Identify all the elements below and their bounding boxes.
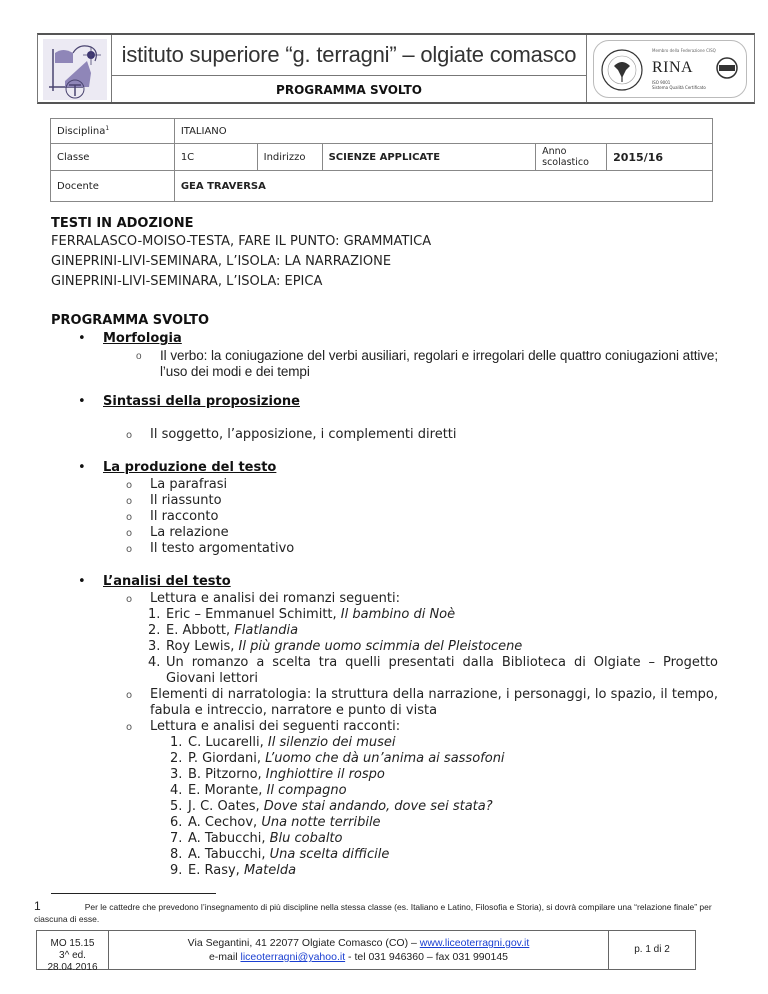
- disciplina-label: Disciplina$^1$: [51, 119, 175, 144]
- phone-fax: - tel 031 946360 – fax 031 990145: [345, 951, 509, 963]
- racconto-item: 5. J. C. Oates, Dove stai andando, dove sei stata?: [170, 799, 493, 814]
- indirizzo-value: SCIENZE APPLICATE: [322, 144, 536, 171]
- romanzo-item: 1. Eric – Emmanuel Schimitt, Il bambino di Noè: [148, 607, 456, 622]
- sub-item: o Il soggetto, l’apposizione, i complementi diretti: [126, 427, 457, 442]
- sub-item: o Il testo argomentativo: [126, 541, 295, 556]
- circle-bullet-icon: o: [126, 430, 133, 441]
- topic-produzione: La produzione del testo: [103, 460, 277, 475]
- racconto-item: 6. A. Cechov, Una notte terribile: [170, 815, 381, 830]
- footnote-ref[interactable]: 1: [105, 124, 110, 132]
- bullet-icon: •: [78, 394, 86, 409]
- racconto-item: 9. E. Rasy, Matelda: [170, 863, 297, 878]
- doc-code-cell: [37, 931, 109, 973]
- document-title: PROGRAMMA SVOLTO: [276, 83, 422, 97]
- circle-bullet-icon: o: [126, 496, 133, 507]
- romanzo-item: 3. Roy Lewis, Il più grande uomo scimmia del Pleistocene: [148, 639, 523, 654]
- book-item: GINEPRINI-LIVI-SEMINARA, L’ISOLA: EPICA: [51, 274, 323, 289]
- contact-cell: [109, 931, 609, 969]
- romanzo-item: 4. Un romanzo a scelta tra quelli presentati dalla Biblioteca di Olgiate – Progetto Giovani lettori: [148, 655, 718, 686]
- bullet-icon: •: [78, 574, 86, 589]
- sub-item: o Lettura e analisi dei seguenti racconti:: [126, 719, 401, 734]
- programma-title: PROGRAMMA SVOLTO: [51, 313, 210, 328]
- circle-bullet-icon: o: [126, 512, 133, 523]
- iso-label: ISO 9001: [652, 80, 671, 85]
- document-footer: [36, 930, 696, 973]
- website-link[interactable]: www.liceoterragni.gov.it: [419, 937, 530, 949]
- sub-item: o Il riassunto: [126, 493, 222, 508]
- email-link[interactable]: liceoterragni@yahoo.it: [240, 951, 346, 963]
- rina-member-text: Membro della Federazione CISQ: [652, 48, 716, 53]
- sub-item: o Il racconto: [126, 509, 219, 524]
- topic-analisi: L’analisi del testo: [103, 574, 231, 589]
- topic-morfologia: Morfologia: [103, 331, 182, 346]
- footnote-text: Per le cattedre che prevedono l’insegnamento di più discipline nella stessa classe (es. Italiano e Latino, Filosofia e Storia), si dovrà compilare una “relazione finale” per ciascuna di esse.: [34, 902, 712, 924]
- racconto-item: 1. C. Lucarelli, Il silenzio dei musei: [170, 735, 396, 750]
- bullet-icon: •: [78, 460, 86, 475]
- footnote-number: 1: [34, 899, 41, 913]
- circle-bullet-icon: o: [126, 594, 133, 605]
- page-number: p. 1 di 2: [634, 944, 670, 955]
- bullet-icon: •: [78, 331, 86, 346]
- anno-scolastico-label: Anno scolastico: [536, 144, 607, 171]
- sub-item: o Lettura e analisi dei romanzi seguenti:: [126, 591, 400, 606]
- sub-item: o Il verbo: la coniugazione del verbi ausiliari, regolari e irregolari delle quattro coniugazioni attive; l’uso dei modi e dei tempi: [136, 348, 718, 379]
- email-label: e-mail: [208, 951, 241, 963]
- disciplina-value: ITALIANO: [174, 119, 712, 144]
- book-item: GINEPRINI-LIVI-SEMINARA, L’ISOLA: LA NARRAZIONE: [51, 254, 392, 269]
- classe-label: Classe: [51, 144, 175, 171]
- circle-bullet-icon: o: [126, 480, 133, 491]
- circle-bullet-icon: o: [126, 690, 133, 701]
- sub-item: o Elementi di narratologia: la struttura della narrazione, i personaggi, lo spazio, il tempo, fabula e intreccio, narratore e punto di vista: [126, 687, 718, 718]
- address: Via Segantini, 41 22077 Olgiate Comasco (CO) –: [187, 937, 420, 949]
- racconto-item: 4. E. Morante, Il compagno: [170, 783, 347, 798]
- circle-bullet-icon: o: [136, 351, 142, 362]
- docente-label: Docente: [51, 171, 175, 202]
- anno-scolastico-value: 2015/16: [607, 144, 713, 171]
- classe-value: 1C: [174, 144, 257, 171]
- footnote-separator: [51, 893, 216, 894]
- testi-title: TESTI IN ADOZIONE: [51, 216, 194, 231]
- circle-bullet-icon: o: [126, 722, 133, 733]
- indirizzo-label: Indirizzo: [257, 144, 322, 171]
- racconto-item: 2. P. Giordani, L’uomo che dà un’anima ai sassofoni: [170, 751, 505, 766]
- romanzo-item: 2. E. Abbott, Flatlandia: [148, 623, 299, 638]
- school-name: istituto superiore “g. terragni” – olgiate comasco: [112, 35, 586, 76]
- racconto-item: 3. B. Pitzorno, Inghiottire il rospo: [170, 767, 385, 782]
- doc-code: MO 15.15: [50, 938, 95, 949]
- iso-sub-label: Sistema Qualità Certificato: [652, 85, 706, 90]
- topic-sintassi: Sintassi della proposizione: [103, 394, 300, 409]
- racconto-item: 7. A. Tabucchi, Blu cobalto: [170, 831, 343, 846]
- footnote: [34, 900, 724, 925]
- book-item: FERRALASCO-MOISO-TESTA, FARE IL PUNTO: GRAMMATICA: [51, 234, 432, 249]
- sub-item: o La relazione: [126, 525, 229, 540]
- sub-item: o La parafrasi: [126, 477, 228, 492]
- circle-bullet-icon: o: [126, 528, 133, 539]
- rina-brand: RINA: [652, 59, 694, 76]
- racconto-item: 8. A. Tabucchi, Una scelta difficile: [170, 847, 390, 862]
- docente-value: GEA TRAVERSA: [174, 171, 712, 202]
- circle-bullet-icon: o: [126, 544, 133, 555]
- doc-edition: 3^ ed. 28.04.2016: [47, 950, 98, 973]
